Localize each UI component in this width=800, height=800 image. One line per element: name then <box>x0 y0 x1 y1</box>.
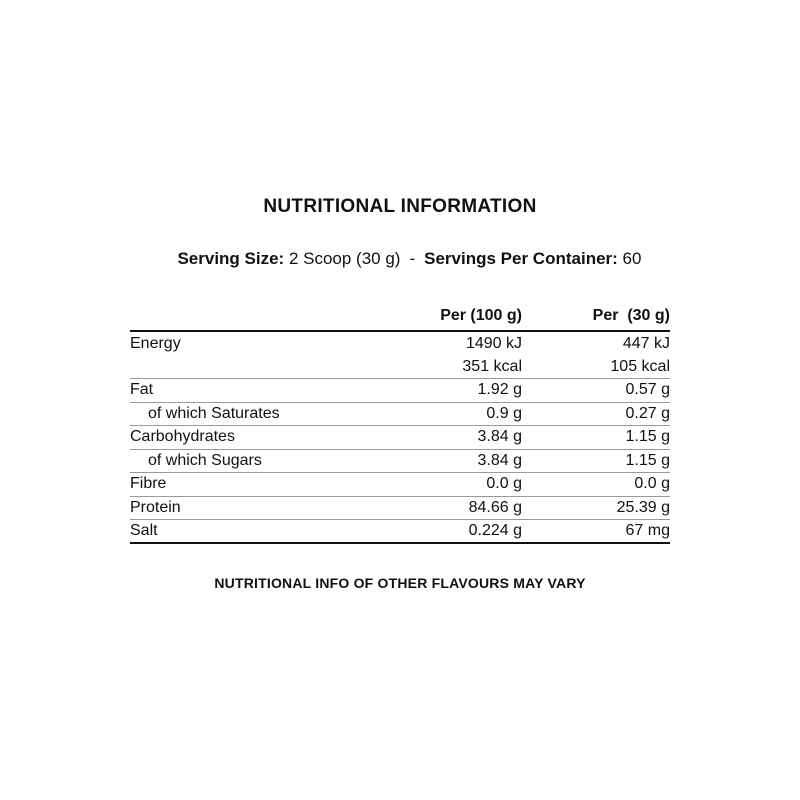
row-value-per-100g: 0.0 g <box>486 475 522 493</box>
table-row <box>130 403 670 427</box>
row-value-per-100g: 1.92 g <box>477 381 522 399</box>
row-label: Energy <box>130 334 181 352</box>
row-value-per-30g: 105 kcal <box>610 357 670 375</box>
row-value-per-100g: 1490 kJ <box>465 334 522 352</box>
row-value-per-30g: 447 kJ <box>622 334 670 352</box>
row-value-per-30g: 0.57 g <box>625 381 670 399</box>
servings-per-container-value: 60 <box>617 249 642 268</box>
page-title: NUTRITIONAL INFORMATION <box>263 196 537 217</box>
table-header-row <box>130 289 670 332</box>
serving-size-value: 2 Scoop (30 g) <box>284 249 401 268</box>
serving-size-label: Serving Size: <box>177 249 285 268</box>
row-label: Salt <box>130 521 158 539</box>
serving-info-line <box>130 229 670 289</box>
servings-per-container-label: Servings Per Container: <box>424 249 618 268</box>
nutrition-label <box>130 196 670 591</box>
row-value-per-30g: 0.27 g <box>625 404 670 422</box>
row-label: Fibre <box>130 475 167 493</box>
row-value-per-100g: 0.224 g <box>468 521 522 539</box>
row-value-per-30g: 1.15 g <box>625 451 670 469</box>
row-value-per-30g: 67 mg <box>625 521 670 539</box>
row-label: of which Sugars <box>148 451 262 469</box>
row-label: Fat <box>130 381 154 399</box>
row-label: of which Saturates <box>148 404 280 422</box>
table-body <box>130 332 670 544</box>
row-value-per-30g: 25.39 g <box>616 498 670 516</box>
row-value-per-100g: 3.84 g <box>477 451 522 469</box>
row-value-per-100g: 84.66 g <box>468 498 522 516</box>
row-value-per-100g: 351 kcal <box>462 357 522 375</box>
row-value-per-30g: 0.0 g <box>634 475 670 493</box>
row-label: Protein <box>130 498 181 516</box>
table-row <box>130 356 670 380</box>
table-row <box>130 497 670 521</box>
row-label: Carbohydrates <box>130 428 235 446</box>
separator-dash: - <box>409 249 416 268</box>
row-value-per-100g: 0.9 g <box>486 404 522 422</box>
footer-note: NUTRITIONAL INFO OF OTHER FLAVOURS MAY VARY <box>214 574 586 591</box>
table-row <box>130 450 670 474</box>
nutrition-table <box>130 289 670 544</box>
row-value-per-30g: 1.15 g <box>625 428 670 446</box>
row-value-per-100g: 3.84 g <box>477 428 522 446</box>
column-header-per-30g: Per (30 g) <box>592 307 670 324</box>
table-row <box>130 332 670 356</box>
table-row <box>130 379 670 403</box>
table-row <box>130 520 670 544</box>
table-row <box>130 426 670 450</box>
column-header-per-100g: Per (100 g) <box>440 307 522 324</box>
table-row <box>130 473 670 497</box>
